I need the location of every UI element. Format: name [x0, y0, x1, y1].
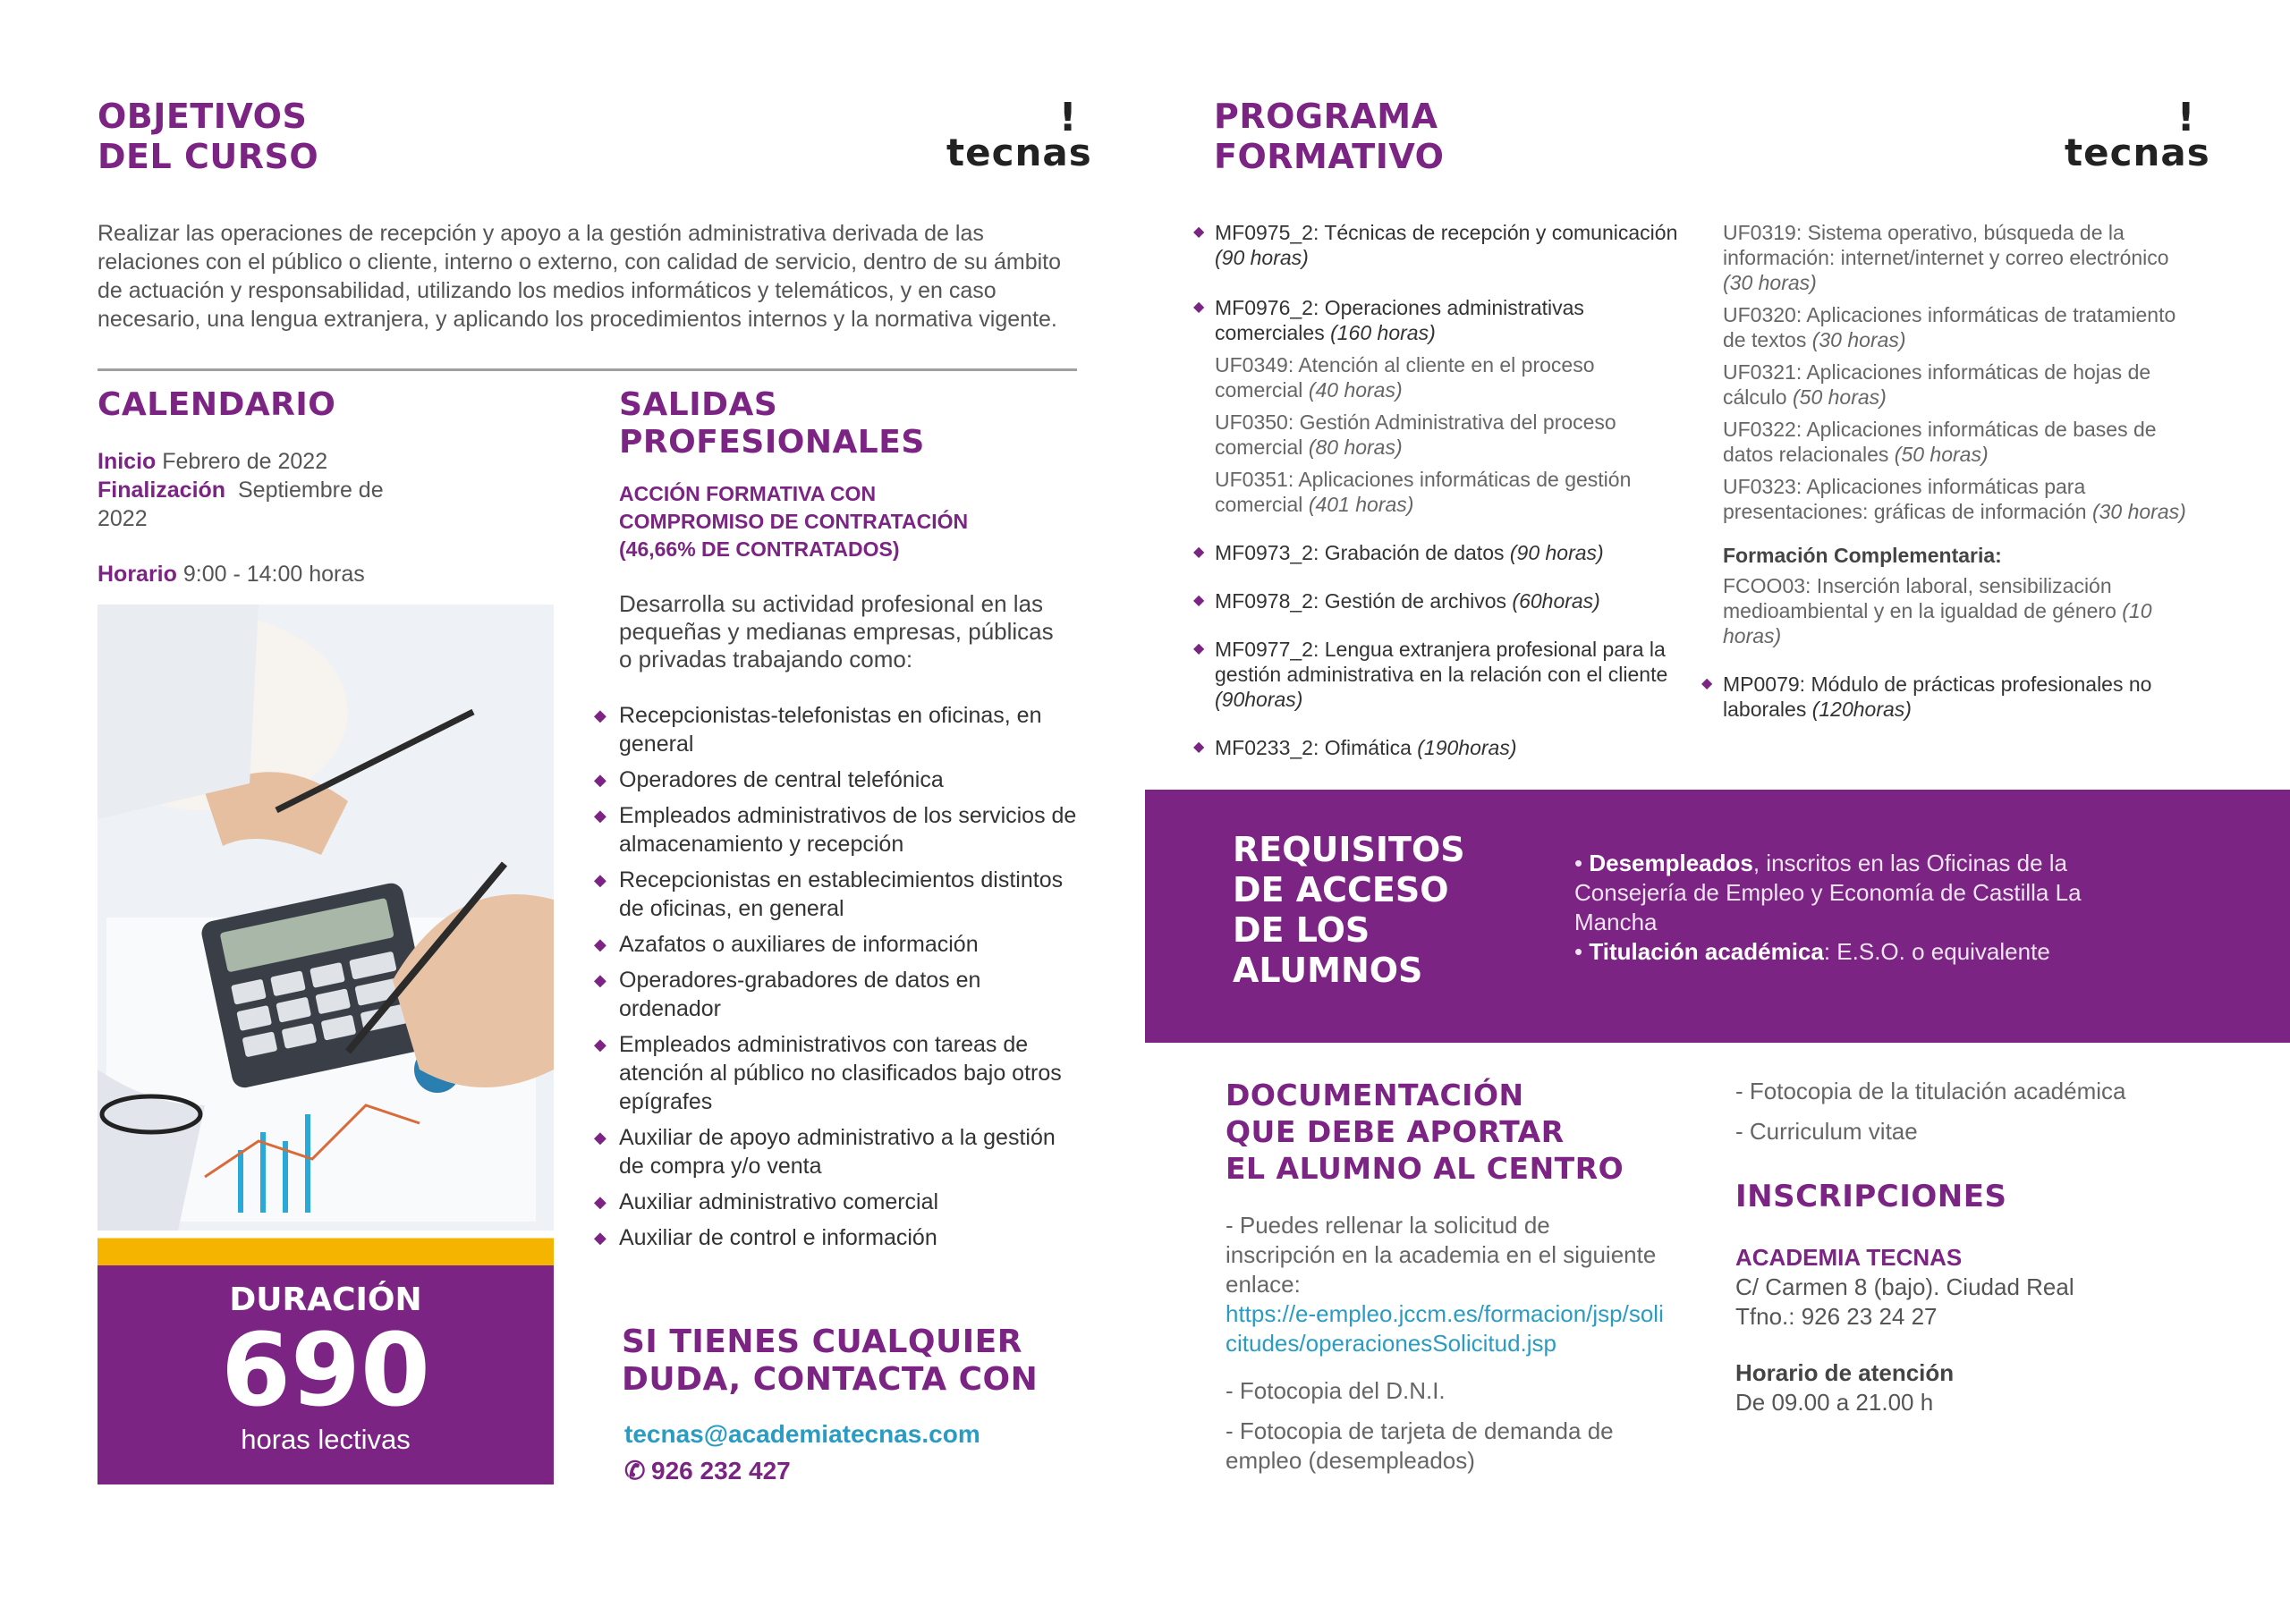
academia-name: ACADEMIA TECNAS	[1735, 1244, 1963, 1271]
list-item: ◆ Empleados administrativos de los servicios de almacenamiento y recepción	[594, 801, 1077, 859]
tecnas-logo: tecnas !	[946, 95, 1092, 174]
calculator-photo	[98, 605, 554, 1231]
list-item: ◆ Auxiliar administrativo comercial	[594, 1188, 1077, 1216]
logo-mark-icon: !	[2176, 95, 2196, 140]
list-item: ◆ Auxiliar de apoyo administrativo a la gestión de compra y/o venta	[594, 1123, 1077, 1180]
uf-item: UF0320: Aplicaciones informáticas de tratamiento de textos (30 horas)	[1723, 303, 2176, 351]
diamond-icon: ◆	[1193, 641, 1205, 656]
module-item: ◆ MF0973_2: Grabación de datos (90 horas)	[1193, 541, 1604, 564]
module-item: ◆ MF0976_2: Operaciones administrativas comerciales (160 horas)	[1193, 296, 1584, 344]
uf-item: UF0323: Aplicaciones informáticas para presentaciones: gráficas de información (30 horas)	[1723, 475, 2186, 523]
doc-dni: - Fotocopia del D.N.I.	[1226, 1377, 1446, 1404]
solicitud-link[interactable]: https://e-empleo.jccm.es/formacion/jsp/solicitudes/operacionesSolicitud.jsp	[1226, 1300, 1664, 1357]
requisitos-list	[1574, 849, 2156, 967]
uf-item: UF0349: Atención al cliente en el proceso comercial (40 horas)	[1215, 353, 1595, 402]
job-list	[594, 701, 1077, 1259]
module-item: ◆ MF0233_2: Ofimática (190horas)	[1193, 736, 1517, 759]
uf-item: UF0322: Aplicaciones informáticas de bases de datos relacionales (50 horas)	[1723, 418, 2157, 466]
contact-title: SI TIENES CUALQUIER DUDA, CONTACTA CON	[622, 1324, 1039, 1398]
diamond-icon: ◆	[1193, 300, 1205, 315]
doc-titulacion: - Fotocopia de la titulación académica	[1735, 1078, 2126, 1104]
horario-atencion-value: De 09.00 a 21.00 h	[1735, 1389, 1934, 1416]
requisito-desempleados: • Desempleados, inscritos en las Oficinas de la Consejería de Empleo y Economía de Castilla La Mancha	[1574, 850, 2082, 935]
uf-item: UF0321: Aplicaciones informáticas de hojas de cálculo (50 horas)	[1723, 360, 2151, 409]
list-item: ◆ Recepcionistas en establecimientos distintos de oficinas, en general	[594, 866, 1077, 923]
academia-info	[1735, 1243, 2201, 1417]
list-item: ◆ Auxiliar de control e información	[594, 1223, 1077, 1252]
programa-title: PROGRAMA FORMATIVO	[1214, 97, 1445, 176]
contact-email[interactable]: tecnas@academiatecnas.com	[624, 1420, 980, 1448]
diamond-icon: ◆	[1193, 545, 1205, 560]
horario-atencion-label: Horario de atención	[1735, 1359, 1955, 1386]
inscripciones-title: INSCRIPCIONES	[1735, 1179, 2007, 1214]
list-item: ◆ Empleados administrativos con tareas de atención al público no clasificados bajo otros epígrafes	[594, 1030, 1077, 1116]
doc-cv: - Curriculum vitae	[1735, 1118, 1918, 1145]
requisitos-title: REQUISITOS DE ACCESO DE LOS ALUMNOS	[1233, 830, 1465, 990]
module-item: ◆ MF0975_2: Técnicas de recepción y comunicación (90 horas)	[1193, 221, 1678, 269]
tecnas-logo-right: tecnas !	[2065, 95, 2210, 174]
list-item: ◆ Operadores de central telefónica	[594, 765, 1077, 794]
calendario-info: Inicio Febrero de 2022 Finalización Septiembre de 2022 Horario 9:00 - 14:00 horas	[98, 449, 384, 587]
phone-icon: ✆	[624, 1457, 646, 1484]
list-item: ◆ Recepcionistas-telefonistas en oficinas, en general	[594, 701, 1077, 758]
list-item: ◆ Azafatos o auxiliares de información	[594, 930, 1077, 959]
complementaria-title: Formación Complementaria:	[1723, 544, 2002, 567]
salidas-title: SALIDAS PROFESIONALES	[619, 386, 925, 461]
logo-mark-icon: !	[1058, 95, 1078, 140]
uf-item: UF0350: Gestión Administrativa del proceso comercial (80 horas)	[1215, 410, 1616, 459]
mp-item: ◆ MP0079: Módulo de prácticas profesionales no laborales (120horas)	[1701, 672, 2152, 721]
objetivos-text: Realizar las operaciones de recepción y apoyo a la gestión administrativa derivada de las relaciones con el público o cliente, interno o externo, con calidad de servicio, dentro de su ámbito de actuación y responsabilidad, utilizando los medios informáticos y telemáticos, y en caso necesario, una lengua extranjera, y aplicando los procedimientos internos y la normativa vigente.	[98, 221, 1062, 332]
doc-extra	[1735, 1077, 2201, 1146]
academia-address: C/ Carmen 8 (bajo). Ciudad Real	[1735, 1273, 2074, 1300]
section-divider	[98, 368, 1077, 371]
doc-intro: - Puedes rellenar la solicitud de inscripción en la academia en el siguiente enlace:	[1226, 1212, 1657, 1298]
documentacion-title: DOCUMENTACIÓN QUE DEBE APORTAR EL ALUMNO AL CENTRO	[1226, 1078, 1624, 1186]
module-item: ◆ MF0977_2: Lengua extranjera profesional para la gestión administrativa en la relación con el cliente (90horas)	[1193, 638, 1668, 711]
duracion-label: DURACIÓN	[229, 1281, 422, 1318]
uf-item: UF0351: Aplicaciones informáticas de gestión comercial (401 horas)	[1215, 468, 1632, 516]
programa-col1	[1193, 220, 1687, 760]
complementaria-item: FCOO03: Inserción laboral, sensibilización medioambiental y en la igualdad de género (10 horas)	[1723, 574, 2152, 647]
duracion-unit: horas lectivas	[241, 1424, 411, 1455]
requisitos-band	[1145, 790, 2290, 1043]
photo-accent-bar	[98, 1231, 554, 1265]
requisito-titulacion: • Titulación académica: E.S.O. o equivalente	[1574, 938, 2050, 965]
calendario-title: CALENDARIO	[98, 386, 336, 423]
duracion-box	[98, 1265, 554, 1484]
documentacion-list	[1226, 1211, 1664, 1476]
doc-tarjeta: - Fotocopia de tarjeta de demanda de empleo (desempleados)	[1226, 1417, 1614, 1474]
diamond-icon: ◆	[1193, 740, 1205, 755]
programa-col2	[1701, 220, 2193, 722]
diamond-icon: ◆	[1701, 676, 1713, 691]
diamond-icon: ◆	[1193, 224, 1205, 240]
list-item: ◆ Operadores-grabadores de datos en ordenador	[594, 966, 1077, 1023]
accion-formativa: ACCIÓN FORMATIVA CON COMPROMISO DE CONTRATACIÓN (46,66% DE CONTRATADOS)	[619, 482, 969, 561]
contact-phone[interactable]: ✆ 926 232 427	[624, 1457, 791, 1484]
academia-phone: Tfno.: 926 23 24 27	[1735, 1303, 1938, 1330]
module-item: ◆ MF0978_2: Gestión de archivos (60horas)	[1193, 589, 1600, 613]
uf-item: UF0319: Sistema operativo, búsqueda de la información: internet/internet y correo electrónico (30 horas)	[1723, 221, 2169, 294]
salidas-intro: Desarrolla su actividad profesional en las pequeñas y medianas empresas, públicas o privadas trabajando como:	[619, 590, 1054, 672]
duracion-value: 690	[221, 1313, 430, 1429]
objetivos-title: OBJETIVOS DEL CURSO	[98, 97, 319, 176]
diamond-icon: ◆	[1193, 593, 1205, 608]
